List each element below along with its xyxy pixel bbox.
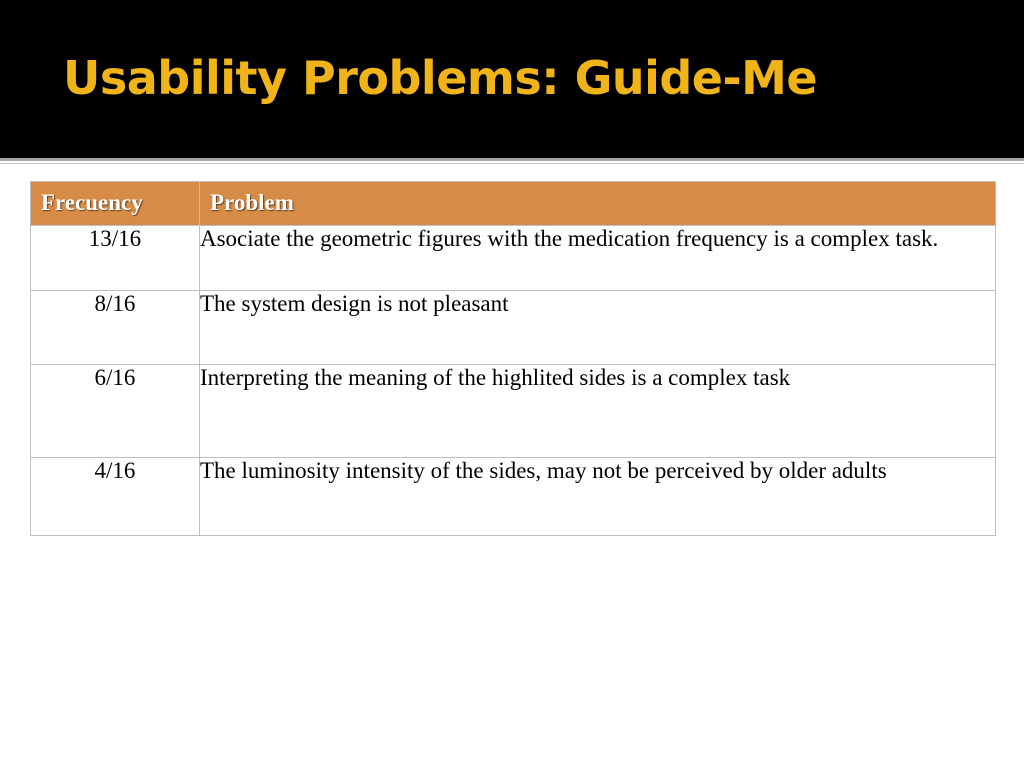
problem-cell: The luminosity intensity of the sides, may not be perceived by older adults — [200, 458, 996, 536]
title-divider-thin — [0, 163, 1024, 164]
table-row — [31, 458, 996, 536]
problem-cell: Interpreting the meaning of the highlited sides is a complex task — [200, 365, 996, 458]
problem-cell: The system design is not pleasant — [200, 291, 996, 365]
slide-title: Usability Problems: Guide-Me — [63, 51, 818, 105]
table-row — [31, 291, 996, 365]
table-row — [31, 226, 996, 291]
frequency-cell: 4/16 — [31, 458, 200, 536]
frequency-cell: 6/16 — [31, 365, 200, 458]
title-bar — [0, 0, 1024, 158]
frequency-cell: 8/16 — [31, 291, 200, 365]
header-frequency: Frecuency — [31, 182, 200, 226]
table-row — [31, 365, 996, 458]
frequency-cell: 13/16 — [31, 226, 200, 291]
table-header-row — [31, 182, 996, 226]
usability-problems-table — [30, 181, 996, 536]
problem-cell: Asociate the geometric figures with the medication frequency is a complex task. — [200, 226, 996, 291]
header-problem: Problem — [200, 182, 996, 226]
title-divider — [0, 158, 1024, 161]
